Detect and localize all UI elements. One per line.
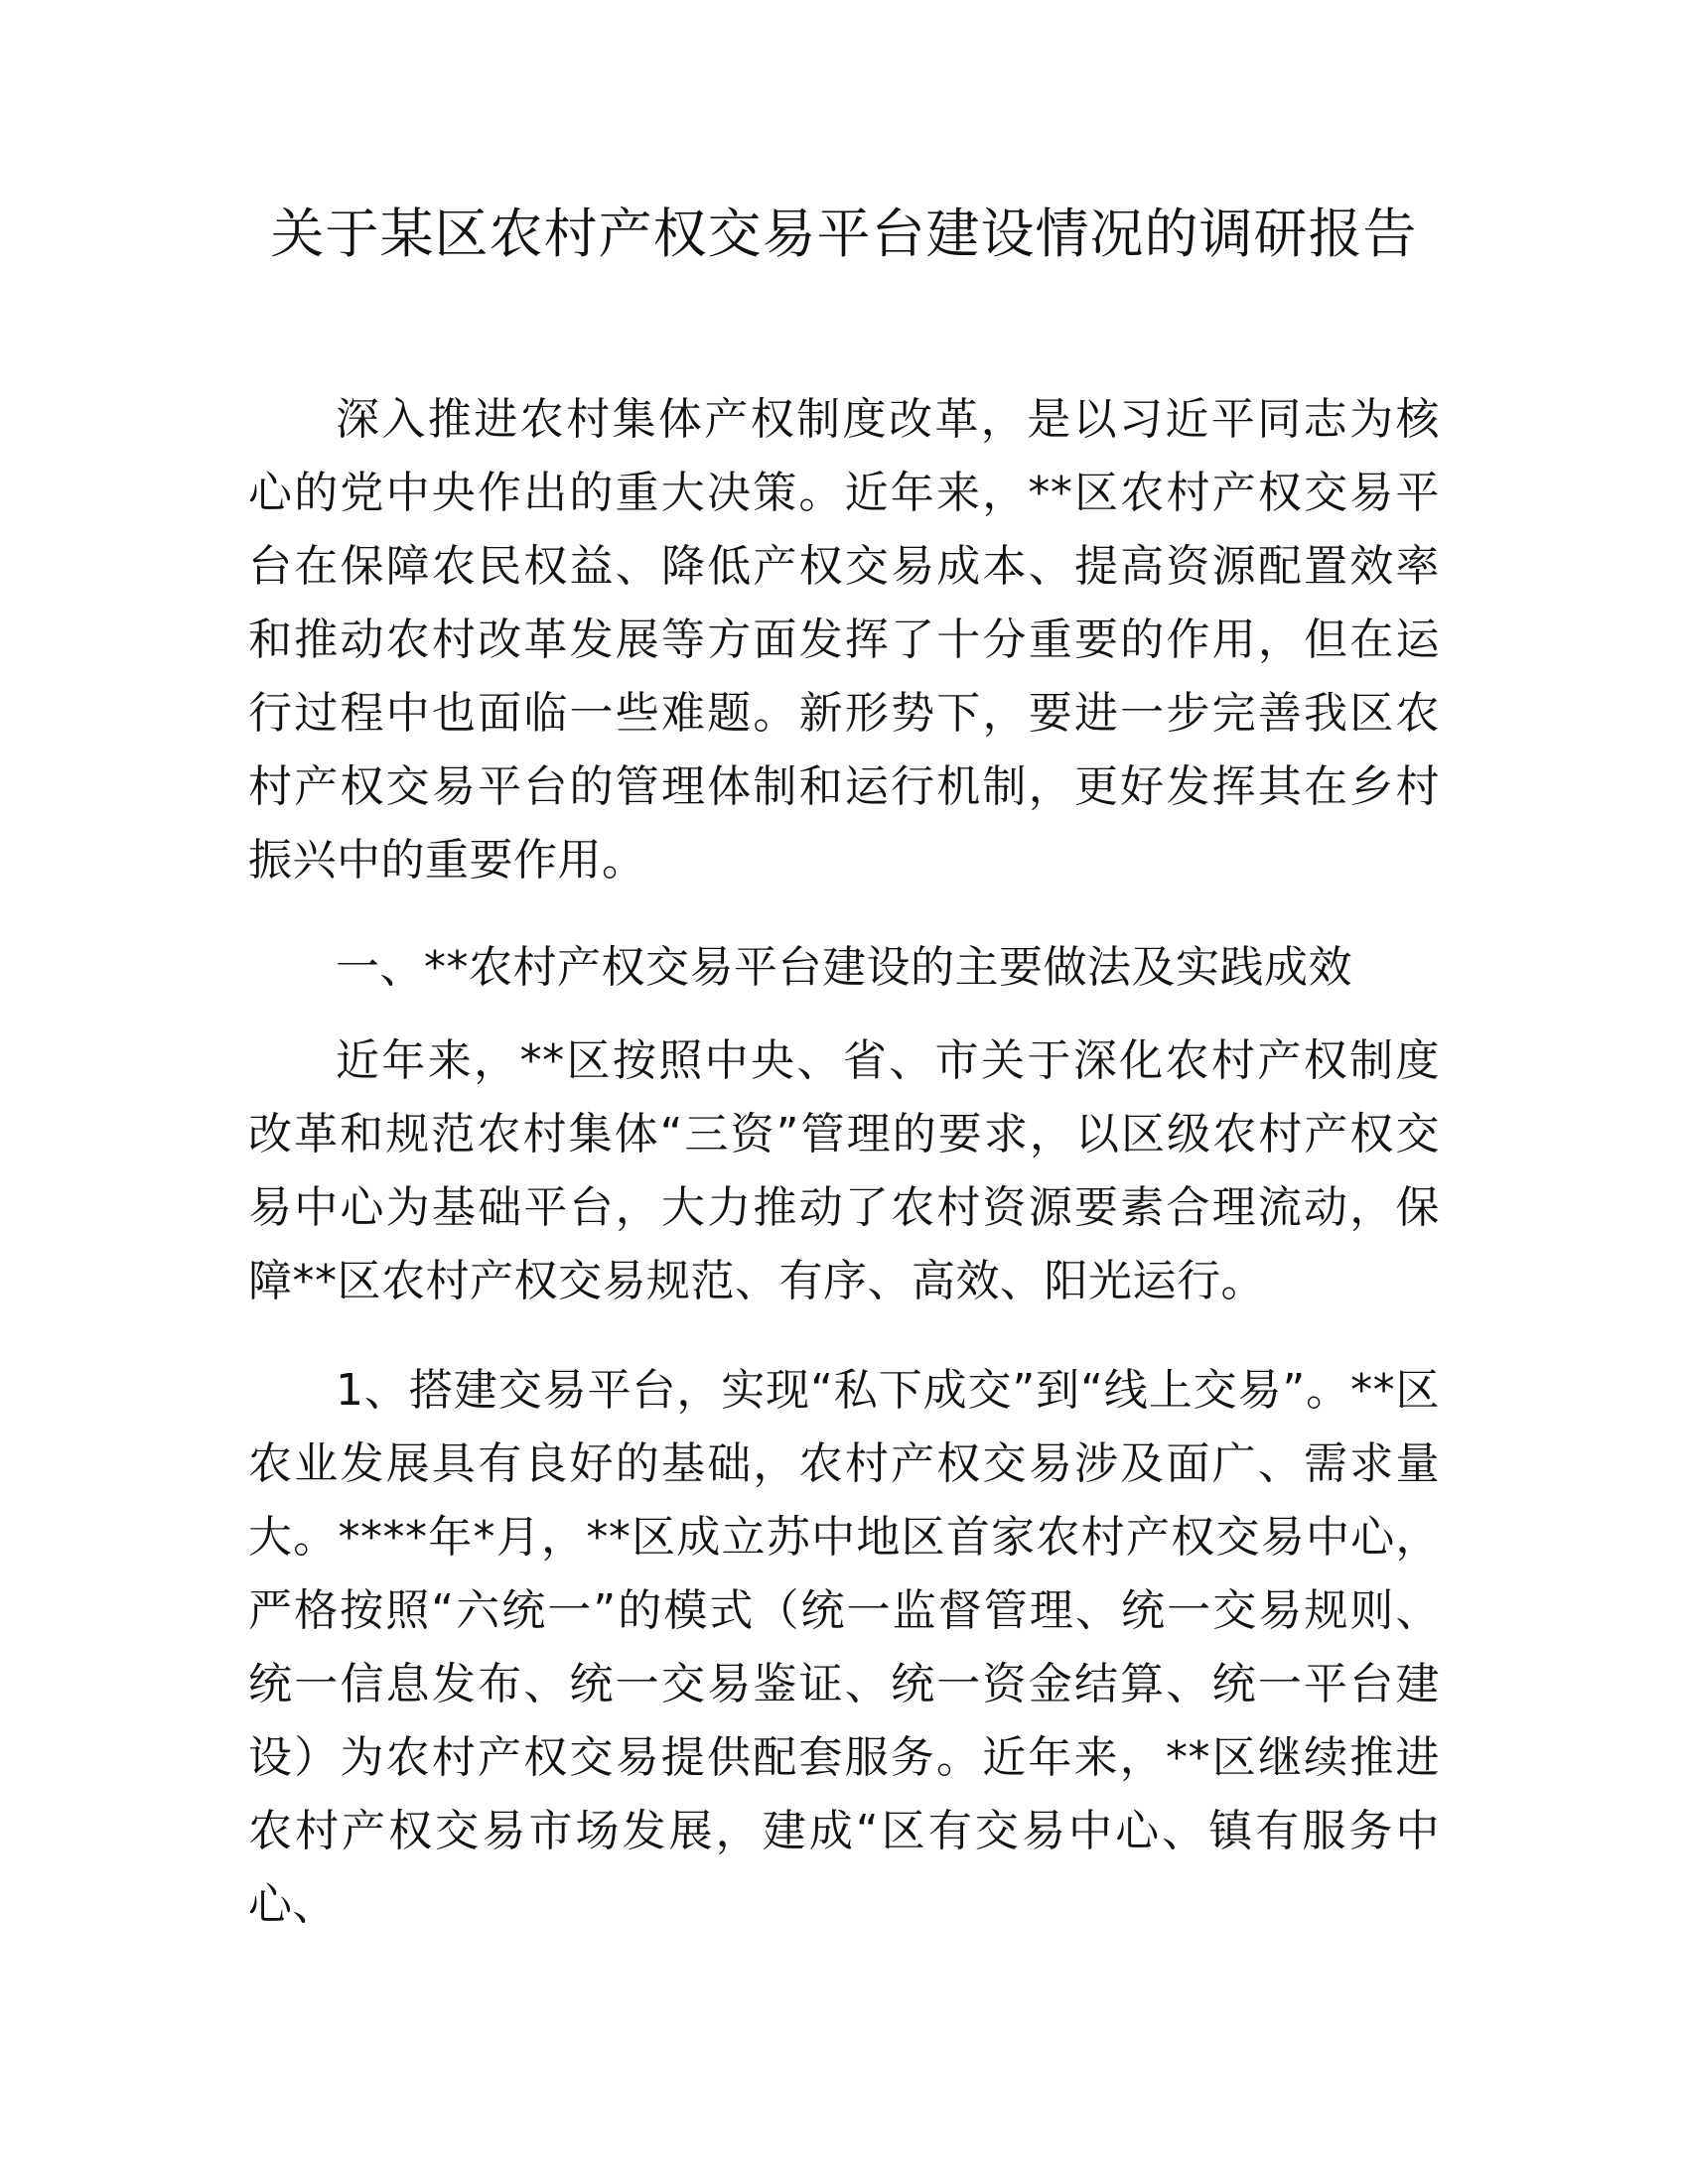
section-1-paragraph: 近年来，**区按照中央、省、市关于深化农村产权制度改革和规范农村集体“三资”管理的要求，以区级农村产权交易中心为基础平台，大力推动了农村资源要素合理流动，保障**区农村产权交易规范、有序、高效、阳光运行。 — [248, 1035, 1440, 1306]
document-title: 关于某区农村产权交易平台建设情况的调研报告 — [270, 203, 1418, 265]
section-heading-1: 一、**农村产权交易平台建设的主要做法及实践成效 — [336, 942, 1352, 993]
intro-paragraph: 深入推进农村集体产权制度改革，是以习近平同志为核心的党中央作出的重大决策。近年来，**区农村产权交易平台在保障农民权益、降低产权交易成本、提高资源配置效率和推动农村改革发展等方面发挥了十分重要的作用，但在运行过程中也面临一些难题。新形势下，要进一步完善我区农村产权交易平台的管理体制和运行机制，更好发挥其在乡村振兴中的重要作用。 — [248, 394, 1440, 886]
subsection-1-paragraph: 1、搭建交易平台，实现“私下成交”到“线上交易”。**区农业发展具有良好的基础，农村产权交易涉及面广、需求量大。****年*月，**区成立苏中地区首家农村产权交易中心，严格按照“六统一”的模式（统一监督管理、统一交易规则、统一信息发布、统一交易鉴证、统一资金结算、统一平台建设）为农村产权交易提供配套服务。近年来，**区继续推进农村产权交易市场发展，建成“区有交易中心、镇有服务中心、 — [248, 1365, 1441, 1930]
